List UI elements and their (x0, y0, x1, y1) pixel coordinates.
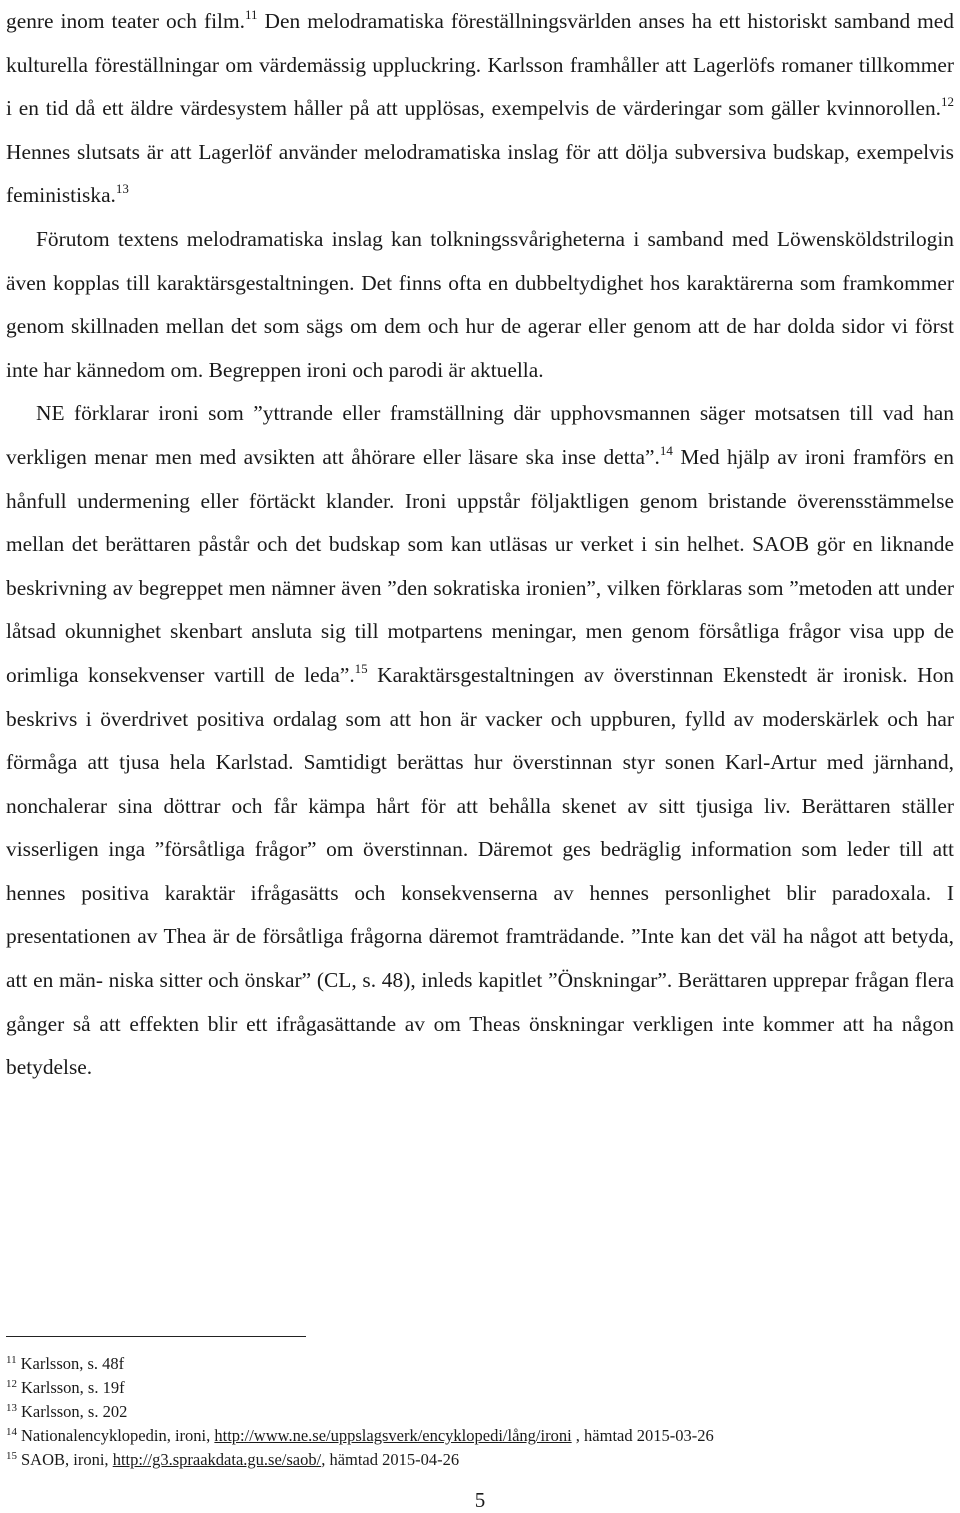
footnote-date: , hämtad 2015-03-26 (571, 1426, 714, 1445)
footnote-reference[interactable]: 15 (354, 660, 368, 676)
paragraph-text: NE förklarar ironi som ”yttrande eller framställning där upphovsmannen säger motsatsen till vad han verkligen menar men med avsikten att åhörare eller läsare ska inse detta”. (6, 401, 954, 469)
footnote (6, 1400, 954, 1424)
paragraph-text: Förutom textens melodramatiska inslag kan tolkningssvårigheterna i samband med Löwensköldstrilogin även kopplas till karaktärsgestaltningen. Det finns ofta en dubbeltydighet hos karaktärerna som framkommer genom skillnaden mellan det som sägs om dem och hur de agerar eller genom att de har dolda sidor vi först inte har kännedom om. Begreppen ironi och parodi är aktuella. (6, 226, 954, 382)
paragraph-text: Med hjälp av ironi framförs en hånfull undermening eller förtäckt klander. Ironi uppstår följaktligen genom bristande överensstämmelse mellan det berättaren påstår och det budskap som kan utläsas ur verket i sin helhet. SAOB gör en liknande beskrivning av begreppet men nämner även ”den sokratiska ironien”, vilken förklaras som ”metoden att under låtsad okunnighet skenbart ansluta sig till motpartens meningar, men genom försåtliga frågor visa upp de orimliga konsekvenser vartill de leda”. (6, 444, 954, 687)
footnote-reference[interactable]: 11 (244, 6, 258, 22)
footnote-text: Karlsson, s. 202 (21, 1402, 128, 1421)
paragraph-text: Hennes slutsats är att Lagerlöf använder melodramatiska inslag för att dölja subversiva budskap, exempelvis feministiska. (6, 139, 954, 208)
body-text (6, 0, 954, 1090)
paragraph (6, 392, 954, 1090)
footnote-link[interactable]: http://www.ne.se/uppslagsverk/encyklopedi/lång/ironi (214, 1426, 572, 1445)
page-number: 5 (474, 1488, 486, 1512)
footnotes (6, 1352, 954, 1472)
footnote-reference[interactable]: 14 (659, 442, 673, 458)
footnote-link[interactable]: http://g3.spraakdata.gu.se/saob/ (112, 1450, 322, 1469)
footnote-date: , hämtad 2015-04-26 (321, 1450, 460, 1469)
paragraph-text: Den melodramatiska föreställningsvärlden anses ha ett historiskt samband med kulturella föreställningar om värdemässig uppluckring. Karlsson framhåller att Lagerlöfs romaner tillkommer i en tid då ett äldre värdesystem håller på att upplösas, exempelvis de värderingar som gäller kvinnorollen. (6, 9, 954, 121)
footnote-text: Karlsson, s. 19f (21, 1378, 125, 1397)
paragraph (6, 0, 954, 218)
footnote-reference[interactable]: 13 (115, 181, 129, 197)
paragraph-text: Karaktärsgestaltningen av överstinnan Ekenstedt är ironisk. Hon beskrivs i överdrivet positiva ordalag som att hon är vacker och uppburen, fylld av moderskärlek och har förmåga att tjusa hela Karlstad. Samtidigt berättas hur överstinnan styr sonen Karl-Artur med järnhand, nonchalerar sina döttrar och får kämpa hårt för att behålla skenet av sitt tjusiga liv. Berättaren ställer visserligen inga ”försåtliga frågor” om överstinnan. Däremot ges bedräglig information som leder till att hennes positiva karaktär ifrågasätts och konsekvenserna av hennes personlighet blir paradoxala. I presentationen av Thea är de försåtliga frågorna däremot framträdande. ”Inte kan det väl ha något att betyda, att en män- niska sitter och önskar” (CL, s. 48), inleds kapitlet ”Önskningar”. Berättaren upprepar frågan flera gånger så att effekten blir ett ifrågasättande av om Theas önskningar verkligen inte kommer att ha någon betydelse. (6, 662, 954, 1080)
footnote-text: Karlsson, s. 48f (20, 1354, 125, 1373)
footnote (6, 1376, 954, 1400)
footnote-number: 15 (6, 1449, 17, 1462)
footnote-reference[interactable]: 12 (941, 94, 954, 110)
footnote-number: 12 (6, 1377, 17, 1390)
footnote-number: 11 (6, 1353, 17, 1366)
footnote-number: 13 (6, 1401, 17, 1414)
paragraph-text: genre inom teater och film. (6, 9, 245, 33)
paragraph (6, 218, 954, 392)
footnote-text: Nationalencyklopedin, ironi, (21, 1426, 215, 1445)
footnote-text: SAOB, ironi, (21, 1450, 113, 1469)
footnote (6, 1448, 954, 1472)
footnote-number: 14 (6, 1425, 17, 1438)
footnote (6, 1352, 954, 1376)
footnote (6, 1424, 954, 1448)
footnote-separator (6, 1336, 306, 1337)
